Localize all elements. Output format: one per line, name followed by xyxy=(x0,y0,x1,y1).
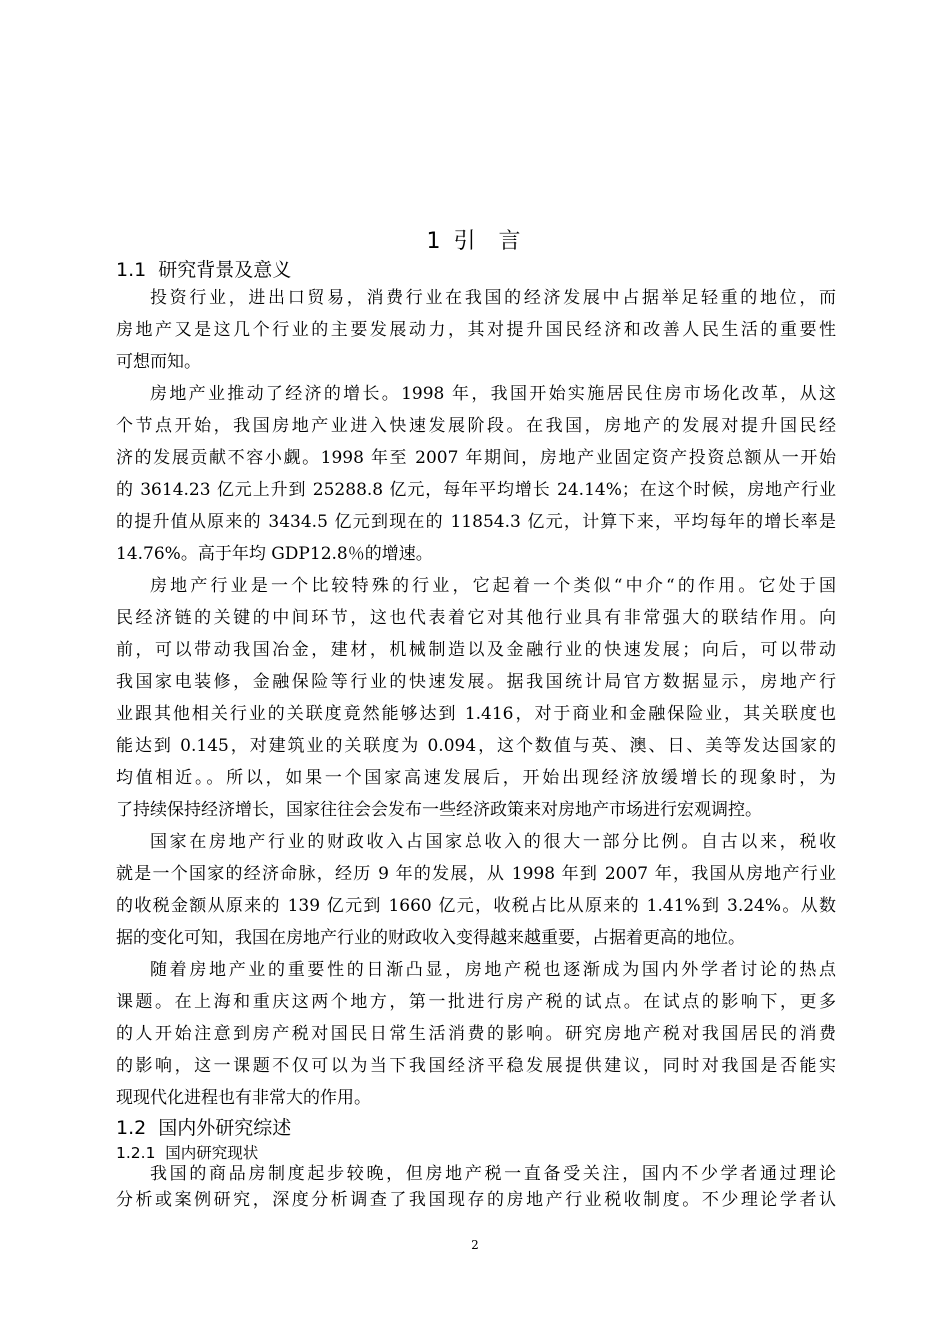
paragraph-line: 的提升值从原来的 3434.5 亿元到现在的 11854.3 亿元，计算下来，平均每年的增长率是 xyxy=(116,512,836,532)
paragraph-line: 分析或案例研究，深度分析调查了我国现存的房地产行业税收制度。不少理论学者认 xyxy=(116,1190,836,1210)
paragraph-line: 房地产行业是一个比较特殊的行业，它起着一个类似“中介“的作用。它处于国 xyxy=(150,576,836,596)
paragraph-line: 房地产又是这几个行业的主要发展动力，其对提升国民经济和改善人民生活的重要性 xyxy=(116,320,836,340)
paragraph-line: 的 3614.23 亿元上升到 25288.8 亿元，每年平均增长 24.14%；在这个时候，房地产行业 xyxy=(116,480,836,500)
paragraph-line: 的收税金额从原来的 139 亿元到 1660 亿元，收税占比从原来的 1.41%到 3.24%。从数 xyxy=(116,896,836,916)
paragraph-line: 了持续保持经济增长，国家往往会会发布一些经济政策来对房地产市场进行宏观调控。 xyxy=(116,800,762,820)
paragraph-line: 现现代化进程也有非常大的作用。 xyxy=(116,1088,371,1108)
paragraph-line: 济的发展贡献不容小觑。1998 年至 2007 年期间，房地产业固定资产投资总额从一开始 xyxy=(116,448,836,468)
paragraph-line: 据的变化可知，我国在房地产行业的财政收入变得越来越重要，占据着更高的地位。 xyxy=(116,928,745,948)
paragraph-line: 的人开始注意到房产税对国民日常生活消费的影响。研究房地产税对我国居民的消费 xyxy=(116,1024,836,1044)
paragraph-line: 前，可以带动我国冶金，建材，机械制造以及金融行业的快速发展；向后，可以带动 xyxy=(116,640,836,660)
paragraph-line: 就是一个国家的经济命脉，经历 9 年的发展，从 1998 年到 2007 年，我国从房地产行业 xyxy=(116,864,836,884)
chapter-title: 1 引 言 xyxy=(426,229,524,254)
paragraph-line: 业跟其他相关行业的关联度竟然能够达到 1.416，对于商业和金融保险业，其关联度也 xyxy=(116,704,836,724)
page-number: 2 xyxy=(471,1238,479,1252)
subsection-heading-1-2-1: 1.2.1 国内研究现状 xyxy=(116,1144,259,1162)
paragraph-line: 国家在房地产行业的财政收入占国家总收入的很大一部分比例。自古以来，税收 xyxy=(150,832,836,852)
paragraph-line: 可想而知。 xyxy=(116,352,201,372)
paragraph-line: 能达到 0.145，对建筑业的关联度为 0.094，这个数值与英、澳、日、美等发达国家的 xyxy=(116,736,836,756)
paragraph-line: 14.76%。高于年均 GDP12.8％的增速。 xyxy=(116,544,433,564)
paragraph-line: 随着房地产业的重要性的日渐凸显，房地产税也逐渐成为国内外学者讨论的热点 xyxy=(150,960,836,980)
paragraph-line: 课题。在上海和重庆这两个地方，第一批进行房产税的试点。在试点的影响下，更多 xyxy=(116,992,836,1012)
paragraph-line: 民经济链的关键的中间环节，这也代表着它对其他行业具有非常强大的联结作用。向 xyxy=(116,608,836,628)
section-heading-1-2: 1.2 国内外研究综述 xyxy=(116,1117,292,1139)
paragraph-line: 投资行业，进出口贸易，消费行业在我国的经济发展中占据举足轻重的地位，而 xyxy=(150,288,836,308)
paragraph-line: 的影响，这一课题不仅可以为当下我国经济平稳发展提供建议，同时对我国是否能实 xyxy=(116,1056,836,1076)
paragraph-line: 个节点开始，我国房地产业进入快速发展阶段。在我国，房地产的发展对提升国民经 xyxy=(116,416,836,436)
section-heading-1-1: 1.1 研究背景及意义 xyxy=(116,259,292,281)
paragraph-line: 我国的商品房制度起步较晚，但房地产税一直备受关注，国内不少学者通过理论 xyxy=(150,1164,836,1184)
paragraph-line: 我国家电装修，金融保险等行业的快速发展。据我国统计局官方数据显示，房地产行 xyxy=(116,672,836,692)
paragraph-line: 均值相近。。所以，如果一个国家高速发展后，开始出现经济放缓增长的现象时，为 xyxy=(116,768,836,788)
paragraph-line: 房地产业推动了经济的增长。1998 年，我国开始实施居民住房市场化改革，从这 xyxy=(150,384,836,404)
